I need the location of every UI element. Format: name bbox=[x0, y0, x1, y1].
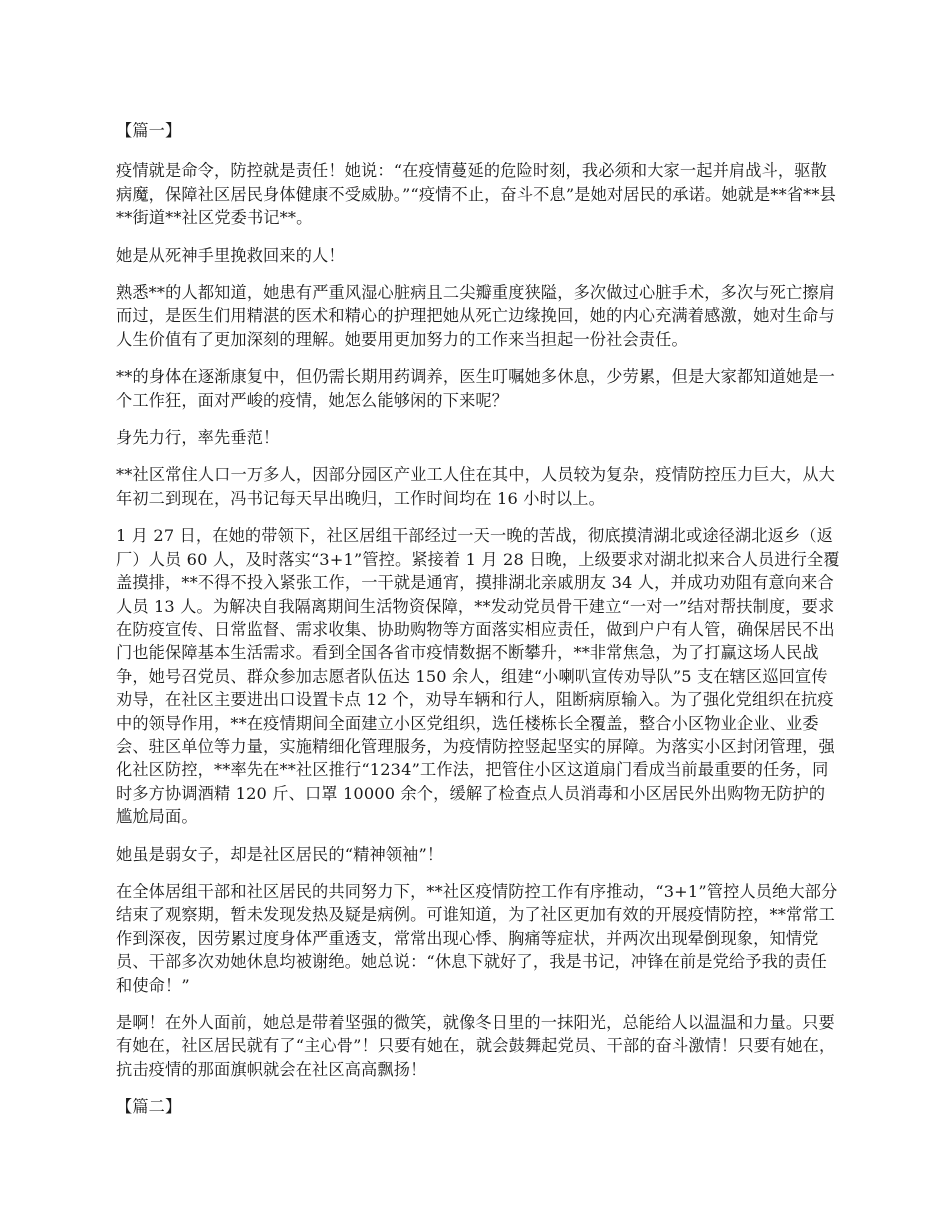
section-heading-1: 【篇一】 bbox=[116, 121, 182, 140]
paragraph-2: 她是从死神手里挽救回来的人！ bbox=[116, 245, 345, 265]
paragraph-3: 熟悉**的人都知道，她患有严重风湿心脏病且二尖瓣重度狭隘，多次做过心脏手术，多次与死亡擦肩而过，是医生们用精湛的医术和精心的护理把她从死亡边缘挽回，她的内心充满着感激，她对生命与人生价值有了更加深刻的理解。她要用更加努力的工作来当担起一份社会责任。 bbox=[116, 283, 835, 349]
document-body bbox=[116, 119, 840, 1133]
paragraph-1: 疫情就是命令，防控就是责任！她说：“在疫情蔓延的危险时刻，我必须和大家一起并肩战斗，驱散病魔，保障社区居民身体健康不受威胁。”“疫情不止，奋斗不息”是她对居民的承诺。她就是**省**县**街道**社区党委书记**。 bbox=[116, 161, 836, 228]
paragraph-5: 身先力行，率先垂范！ bbox=[116, 428, 280, 448]
paragraph-10: 是啊！在外人面前，她总是带着坚强的微笑，就像冬日里的一抹阳光，总能给人以温温和力量。只要有她在，社区居民就有了“主心骨”！只要有她在，就会鼓舞起党员、干部的奋斗激情！只要有她在，抗击疫情的那面旗帜就会在社区高高飘扬！ bbox=[116, 1013, 836, 1079]
paragraph-4: **的身体在逐渐康复中，但仍需长期用药调养，医生叮嘱她多休息，少劳累，但是大家都知道她是一个工作狂，面对严峻的疫情，她怎么能够闲的下来呢？ bbox=[116, 367, 835, 410]
paragraph-9: 在全体居组干部和社区居民的共同努力下，**社区疫情防控工作有序推动，“3+1”管控人员绝大部分结束了观察期，暂未发现发热及疑是病例。可谁知道，为了社区更加有效的开展疫情防控，**常常工作到深夜，因劳累过度身体严重透支，常常出现心悸、胸痛等症状，并两次出现晕倒现象，知情党员、干部多次劝她休息均被谢绝。她总说：“休息下就好了，我是书记，冲锋在前是党给予我的责任和使命！” bbox=[116, 881, 838, 995]
paragraph-7: 1 月 27 日，在她的带领下，社区居组干部经过一天一晚的苦战，彻底摸清湖北或途径湖北返乡（返厂）人员 60 人，及时落实“3+1”管控。紧接着 1 月 28 日晚，上级要求对湖北拟来合人员进行全覆盖摸排，**不得不投入紧张工作，一干就是通宵，摸排湖北亲戚朋友 34 人，并成功劝阻有意向来合人员 13 人。为解决自我隔离期间生活物资保障，**发动党员骨干建立“一对一”结对帮扶制度，要求在防疫宣传、日常监督、需求收集、协助购物等方面落实相应责任，做到户户有人管，确保居民不出门也能保障基本生活需求。看到全国各省市疫情数据不断攀升，**非常焦急，为了打赢这场人民战争，她号召党员、群众参加志愿者队伍达 150 余人，组建“小喇叭宣传劝导队”5 支在辖区巡回宣传劝导，在社区主要进出口设置卡点 12 个，劝导车辆和行人，阻断病原输入。为了强化党组织在抗疫中的领导作用，**在疫情期间全面建立小区党组织，选任楼栋长全覆盖，整合小区物业企业、业委会、驻区单位等力量，实施精细化管理服务，为疫情防控竖起坚实的屏障。为落实小区封闭管理，强化社区防控，**率先在**社区推行“1234”工作法，把管住小区这道扇门看成当前最重要的任务，同时多方协调酒精 120 斤、口罩 10000 余个，缓解了检查点人员消毒和小区居民外出购物无防护的尴尬局面。 bbox=[116, 526, 840, 827]
section-heading-2: 【篇二】 bbox=[116, 1097, 182, 1117]
paragraph-6: **社区常住人口一万多人，因部分园区产业工人住在其中，人员较为复杂，疫情防控压力巨大，从大年初二到现在，冯书记每天早出晚归，工作时间均在 16 小时以上。 bbox=[116, 465, 835, 508]
paragraph-8: 她虽是弱女子，却是社区居民的“精神领袖”！ bbox=[116, 844, 444, 864]
